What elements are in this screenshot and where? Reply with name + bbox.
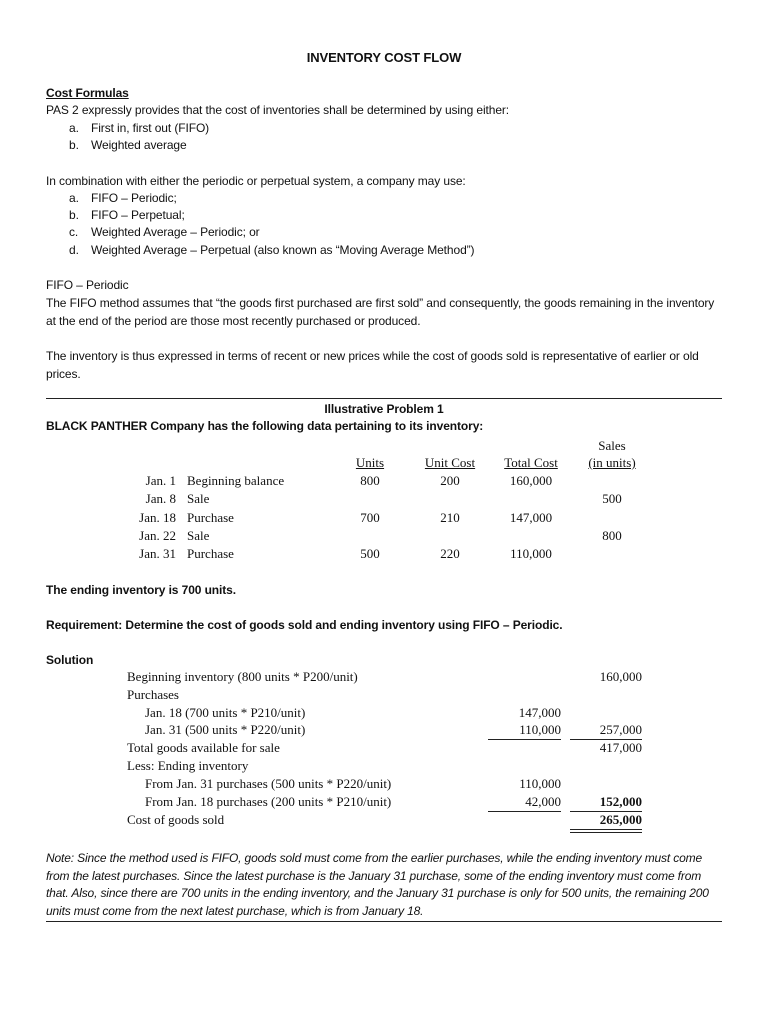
solution-line-label: Total goods available for sale [127, 740, 280, 755]
section-divider [46, 398, 722, 399]
column-header-units: Units [355, 455, 385, 470]
solution-line-label: Jan. 18 (700 units * P210/unit) [145, 705, 306, 720]
solution-line-total: 257,000 [599, 722, 642, 737]
list-item: FIFO – Perpetual; [91, 208, 185, 222]
list-marker: a. [69, 121, 79, 135]
solution-line-amount: 110,000 [519, 722, 561, 737]
fifo-periodic-heading: FIFO – Periodic [46, 278, 129, 292]
solution-line-total: 417,000 [599, 740, 642, 755]
problem-intro: BLACK PANTHER Company has the following data pertaining to its inventory: [46, 419, 484, 433]
column-header-sales-line1: Sales [598, 438, 626, 453]
row-description: Beginning balance [187, 473, 285, 488]
row-description: Purchase [187, 510, 234, 525]
solution-line-label: Purchases [127, 687, 179, 702]
list-marker: b. [69, 138, 79, 152]
list-item: Weighted average [91, 138, 187, 152]
solution-line-amount: 110,000 [519, 776, 561, 791]
cost-of-goods-sold-total: 265,000 [599, 812, 642, 827]
list-marker: d. [69, 243, 79, 257]
double-underline-rule [570, 829, 642, 830]
row-sales: 500 [602, 491, 622, 506]
combination-intro: In combination with either the periodic or perpetual system, a company may use: [46, 174, 466, 188]
row-date: Jan. 22 [139, 528, 176, 543]
column-header-sales-line2: (in units) [588, 455, 636, 470]
row-total-cost: 110,000 [510, 546, 552, 561]
double-underline-rule [570, 832, 642, 833]
row-units: 800 [360, 473, 380, 488]
solution-line-label: Less: Ending inventory [127, 758, 249, 773]
solution-line-label: From Jan. 18 purchases (200 units * P210/unit) [145, 794, 392, 809]
row-unit-cost: 200 [440, 473, 460, 488]
row-units: 700 [360, 510, 380, 525]
cost-formulas-heading: Cost Formulas [46, 86, 129, 100]
row-date: Jan. 31 [139, 546, 176, 561]
document-title: INVENTORY COST FLOW [306, 50, 462, 65]
cost-formulas-intro: PAS 2 expressly provides that the cost of inventories shall be determined by using either: [46, 103, 510, 117]
row-description: Sale [187, 528, 210, 543]
list-marker: c. [69, 225, 79, 239]
problem-heading: Illustrative Problem 1 [324, 402, 444, 416]
row-total-cost: 160,000 [509, 473, 553, 488]
row-unit-cost: 220 [440, 546, 460, 561]
solution-heading: Solution [46, 653, 94, 667]
solution-line-label: Jan. 31 (500 units * P220/unit) [145, 722, 306, 737]
underline-rule [488, 739, 561, 740]
list-item: FIFO – Periodic; [91, 191, 177, 205]
row-date: Jan. 18 [139, 510, 176, 525]
row-date: Jan. 8 [145, 491, 176, 506]
column-header-total-cost: Total Cost [504, 455, 558, 470]
list-item: First in, first out (FIFO) [91, 121, 210, 135]
list-marker: a. [69, 191, 79, 205]
column-header-unit-cost: Unit Cost [424, 455, 476, 470]
row-sales: 800 [602, 528, 622, 543]
list-marker: b. [69, 208, 79, 222]
solution-line-total: 152,000 [599, 794, 642, 809]
row-date: Jan. 1 [145, 473, 176, 488]
row-units: 500 [360, 546, 380, 561]
solution-line-total: 160,000 [599, 669, 642, 684]
explanatory-note: Note: Since the method used is FIFO, goods sold must come from the earlier purchases, while the ending inventory must come from the latest purchases. Since the latest purchase is the January 31 purchase, some of the ending inventory must come from that. Also, since there are 700 units in the ending inventory, and the January 31 purchase is only for 500 units, the remaining 200 units must come from the next latest purchase, which is from January 18. [46, 851, 709, 918]
requirement-statement: Requirement: Determine the cost of goods sold and ending inventory using FIFO – Periodic. [46, 618, 563, 632]
row-total-cost: 147,000 [509, 510, 553, 525]
row-description: Sale [187, 491, 210, 506]
list-item: Weighted Average – Periodic; or [91, 225, 260, 239]
solution-line-amount: 147,000 [518, 705, 561, 720]
section-divider [46, 921, 722, 922]
solution-line-label: Cost of goods sold [127, 812, 225, 827]
ending-inventory-statement: The ending inventory is 700 units. [46, 583, 236, 597]
solution-line-label: From Jan. 31 purchases (500 units * P220/unit) [145, 776, 392, 791]
underline-rule [488, 811, 561, 812]
solution-line-amount: 42,000 [525, 794, 561, 809]
row-unit-cost: 210 [440, 510, 460, 525]
row-description: Purchase [187, 546, 234, 561]
solution-line-label: Beginning inventory (800 units * P200/unit) [127, 669, 358, 684]
fifo-paragraph-2: The inventory is thus expressed in terms of recent or new prices while the cost of goods sold is representative of earlier or old prices. [46, 349, 699, 381]
fifo-paragraph-1: The FIFO method assumes that “the goods first purchased are first sold” and consequently, the goods remaining in the inventory at the end of the period are those most recently purchased or produced. [46, 296, 715, 328]
list-item: Weighted Average – Perpetual (also known as “Moving Average Method”) [91, 243, 475, 257]
